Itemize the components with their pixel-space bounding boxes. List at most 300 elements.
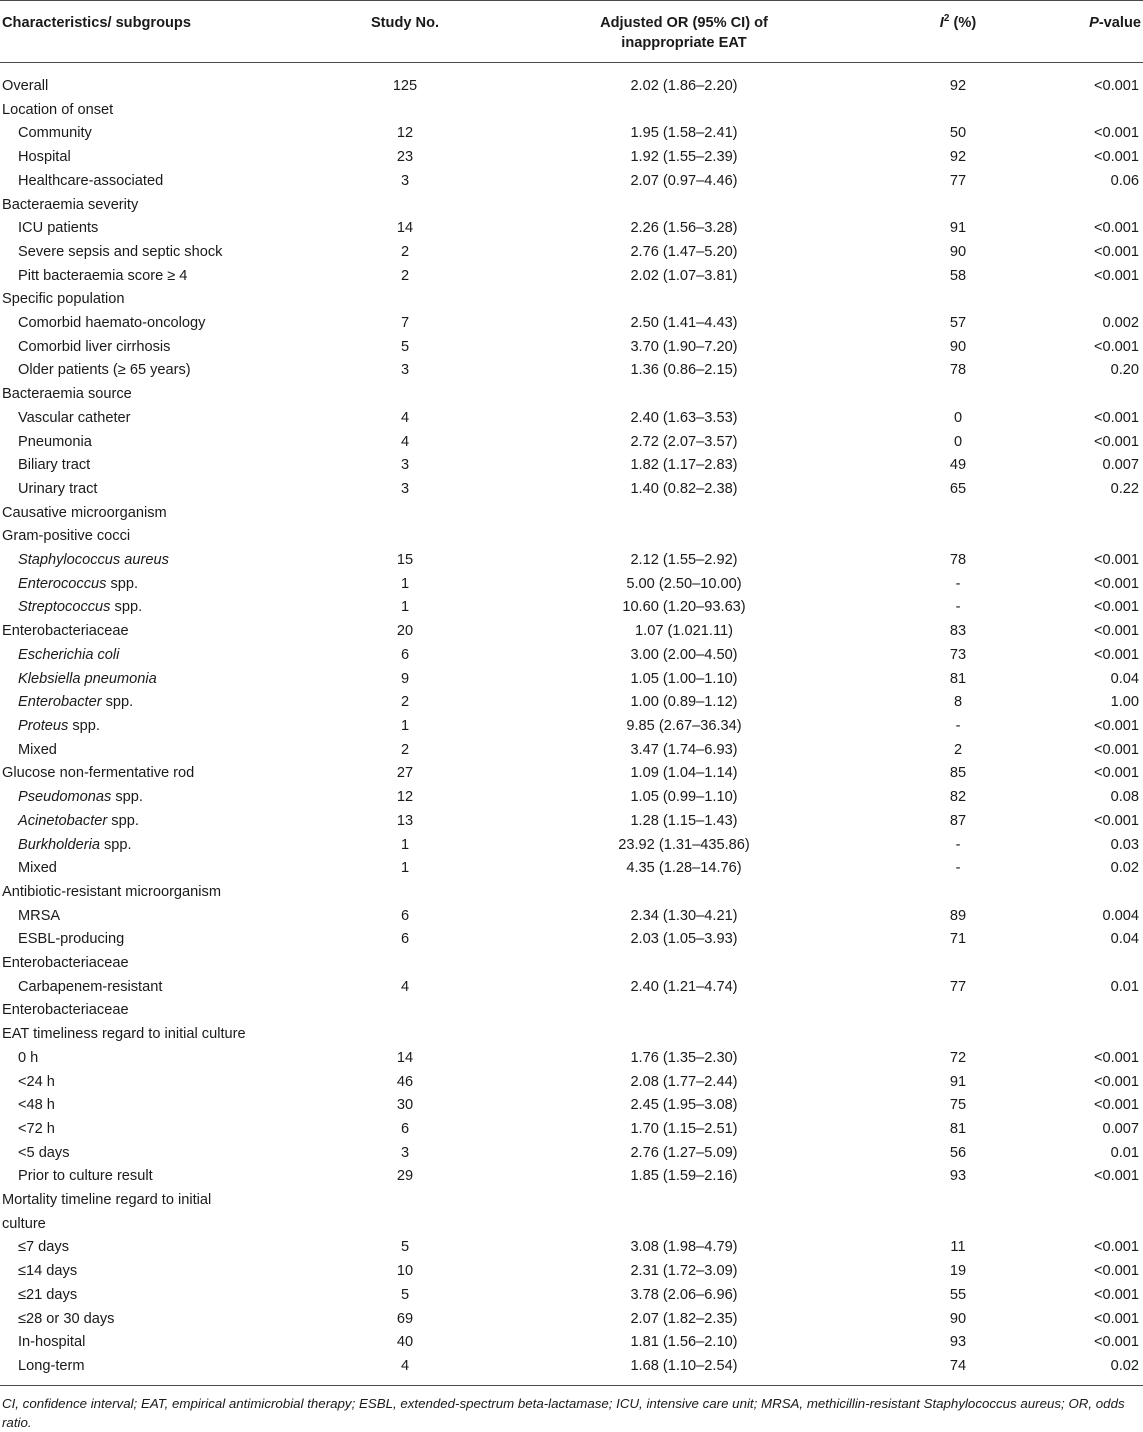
- organism-name: Proteus: [18, 717, 69, 734]
- table-row: [0, 786, 1143, 810]
- cell-adjusted-or: [475, 525, 893, 549]
- table-row: [0, 454, 1143, 478]
- cell-i2: 56: [949, 1144, 967, 1161]
- cell-characteristic: Gram-positive cocci: [2, 528, 131, 545]
- cell-study-no: [335, 999, 475, 1023]
- cell-characteristic: ICU patients: [18, 220, 99, 237]
- cell-adjusted-or: 2.02 (1.07–3.81): [630, 267, 738, 284]
- cell-study-no: [335, 1189, 475, 1213]
- cell-characteristic: [0, 810, 335, 834]
- cell-i2: 83: [949, 623, 967, 640]
- cell-study-no: 10: [396, 1263, 414, 1280]
- organism-name: Burkholderia: [18, 836, 100, 853]
- cell-adjusted-or: [475, 99, 893, 123]
- cell-p-value: <0.001: [1093, 717, 1139, 734]
- cell-characteristic: Glucose non-fermentative rod: [2, 765, 195, 782]
- cell-adjusted-or: 2.07 (1.82–2.35): [630, 1310, 738, 1327]
- table-row: [0, 525, 1143, 549]
- cell-i2: [893, 999, 1023, 1023]
- cell-adjusted-or: 2.76 (1.27–5.09): [630, 1144, 738, 1161]
- cell-i2: 91: [949, 220, 967, 237]
- cell-adjusted-or: 2.03 (1.05–3.93): [630, 931, 738, 948]
- header-i2-sup: 2: [943, 13, 950, 25]
- cell-p-value: 0.01: [1110, 1144, 1139, 1161]
- cell-characteristic: Pitt bacteraemia score ≥ 4: [18, 267, 188, 284]
- cell-i2: 72: [949, 1049, 967, 1066]
- table-row: [0, 359, 1143, 383]
- table-row: [0, 1236, 1143, 1260]
- cell-adjusted-or: [475, 1023, 893, 1047]
- cell-adjusted-or: 1.28 (1.15–1.43): [630, 812, 738, 829]
- cell-p-value: [1023, 525, 1143, 549]
- table-row: [0, 217, 1143, 241]
- cell-adjusted-or: 9.85 (2.67–36.34): [626, 717, 742, 734]
- cell-p-value: 0.08: [1110, 789, 1139, 806]
- table-row: [0, 1165, 1143, 1189]
- cell-study-no: 12: [396, 125, 414, 142]
- cell-p-value: [1023, 952, 1143, 976]
- cell-study-no: 4: [400, 1357, 410, 1374]
- cell-study-no: 29: [396, 1168, 414, 1185]
- cell-adjusted-or: 1.09 (1.04–1.14): [630, 765, 738, 782]
- table-row: [0, 431, 1143, 455]
- cell-characteristic: Enterobacteriaceae: [2, 1002, 129, 1019]
- table-row: [0, 1189, 1143, 1213]
- cell-p-value: [1023, 99, 1143, 123]
- cell-study-no: 13: [396, 812, 414, 829]
- cell-study-no: 3: [400, 1144, 410, 1161]
- cell-i2: 50: [949, 125, 967, 142]
- table-row: [0, 596, 1143, 620]
- cell-p-value: [1023, 881, 1143, 905]
- cell-characteristic: Enterobacteriaceae: [2, 623, 129, 640]
- cell-study-no: 27: [396, 765, 414, 782]
- cell-study-no: 5: [400, 1239, 410, 1256]
- table-row: [0, 1355, 1143, 1385]
- cell-p-value: 0.02: [1110, 860, 1139, 877]
- cell-characteristic: Enterobacteriaceae: [2, 955, 129, 972]
- cell-characteristic: ≤7 days: [18, 1239, 70, 1256]
- cell-adjusted-or: 2.02 (1.86–2.20): [630, 78, 738, 94]
- cell-adjusted-or: 2.50 (1.41–4.43): [630, 315, 738, 332]
- cell-i2: 65: [949, 480, 967, 497]
- cell-characteristic: Comorbid haemato-oncology: [18, 315, 206, 332]
- header-characteristics: Characteristics/ subgroups: [2, 15, 191, 31]
- cell-characteristic: Carbapenem-resistant: [18, 978, 163, 995]
- cell-i2: 78: [949, 362, 967, 379]
- organism-name: Escherichia coli: [18, 646, 120, 663]
- cell-study-no: 4: [400, 409, 410, 426]
- table-row: [0, 1094, 1143, 1118]
- cell-study-no: 2: [400, 243, 410, 260]
- table-row: [0, 122, 1143, 146]
- header-i2-letter: I: [939, 15, 944, 31]
- cell-adjusted-or: 3.70 (1.90–7.20): [630, 338, 738, 355]
- cell-adjusted-or: 2.40 (1.63–3.53): [630, 409, 738, 426]
- cell-adjusted-or: 2.76 (1.47–5.20): [630, 243, 738, 260]
- cell-i2: 81: [949, 1120, 967, 1137]
- cell-characteristic: Location of onset: [2, 101, 114, 118]
- table-row: [0, 194, 1143, 218]
- cell-p-value: <0.001: [1093, 149, 1139, 166]
- table-row: [0, 1331, 1143, 1355]
- cell-i2: [893, 525, 1023, 549]
- cell-characteristic: Bacteraemia source: [2, 386, 132, 403]
- cell-i2: 93: [949, 1168, 967, 1185]
- cell-characteristic: ≤21 days: [18, 1286, 78, 1303]
- cell-adjusted-or: 1.05 (0.99–1.10): [630, 789, 738, 806]
- cell-p-value: <0.001: [1093, 433, 1139, 450]
- table-row: [0, 1047, 1143, 1071]
- cell-adjusted-or: 10.60 (1.20–93.63): [622, 599, 746, 616]
- cell-p-value: <0.001: [1093, 1097, 1139, 1114]
- organism-name: Acinetobacter: [18, 812, 108, 829]
- cell-study-no: 2: [400, 694, 410, 711]
- cell-study-no: [335, 194, 475, 218]
- cell-characteristic: Hospital: [18, 149, 71, 166]
- table-row: [0, 1213, 1143, 1237]
- cell-p-value: [1023, 1023, 1143, 1047]
- cell-i2: 0: [953, 433, 963, 450]
- cell-i2: 8: [953, 694, 963, 711]
- cell-study-no: [335, 383, 475, 407]
- header-p-value: [1023, 1, 1143, 63]
- cell-i2: 82: [949, 789, 967, 806]
- cell-p-value: [1023, 383, 1143, 407]
- organism-suffix: spp.: [107, 812, 139, 829]
- cell-p-value: <0.001: [1093, 1334, 1139, 1351]
- cell-adjusted-or: 1.95 (1.58–2.41): [630, 125, 738, 142]
- cell-study-no: 23: [396, 149, 414, 166]
- cell-study-no: [335, 525, 475, 549]
- cell-characteristic: Biliary tract: [18, 457, 91, 474]
- cell-i2: [893, 99, 1023, 123]
- cell-characteristic: Mortality timeline regard to initial: [2, 1192, 212, 1209]
- cell-study-no: 1: [400, 599, 410, 616]
- cell-adjusted-or: 2.72 (2.07–3.57): [630, 433, 738, 450]
- cell-p-value: [1023, 288, 1143, 312]
- table-body: [0, 63, 1143, 1386]
- cell-study-no: [335, 881, 475, 905]
- cell-p-value: <0.001: [1093, 338, 1139, 355]
- cell-adjusted-or: 2.40 (1.21–4.74): [630, 978, 738, 995]
- cell-study-no: 125: [392, 78, 418, 94]
- cell-p-value: <0.001: [1093, 1049, 1139, 1066]
- cell-i2: 90: [949, 338, 967, 355]
- cell-i2: -: [955, 860, 961, 877]
- cell-i2: 58: [949, 267, 967, 284]
- table-row: [0, 905, 1143, 929]
- cell-study-no: 6: [400, 931, 410, 948]
- cell-adjusted-or: [475, 194, 893, 218]
- organism-suffix: spp.: [110, 599, 143, 616]
- cell-characteristic: <5 days: [18, 1144, 70, 1161]
- cell-i2: 81: [949, 670, 967, 687]
- cell-characteristic: culture: [2, 1215, 46, 1232]
- cell-p-value: 0.20: [1110, 362, 1139, 379]
- cell-characteristic: Urinary tract: [18, 480, 98, 497]
- cell-characteristic: Bacteraemia severity: [2, 196, 139, 213]
- cell-adjusted-or: 2.34 (1.30–4.21): [630, 907, 738, 924]
- cell-study-no: 5: [400, 1286, 410, 1303]
- cell-i2: 77: [949, 978, 967, 995]
- table-row: [0, 63, 1143, 99]
- table-row: [0, 170, 1143, 194]
- cell-i2: 73: [949, 646, 967, 663]
- header-adjusted-or-line2: inappropriate EAT: [621, 35, 747, 51]
- cell-p-value: <0.001: [1093, 78, 1139, 94]
- cell-study-no: 40: [396, 1334, 414, 1351]
- cell-adjusted-or: 1.76 (1.35–2.30): [630, 1049, 738, 1066]
- cell-adjusted-or: 5.00 (2.50–10.00): [626, 575, 742, 592]
- table-row: [0, 383, 1143, 407]
- cell-i2: 87: [949, 812, 967, 829]
- table-row: [0, 288, 1143, 312]
- cell-characteristic: ≤28 or 30 days: [18, 1310, 115, 1327]
- organism-suffix: spp.: [106, 575, 139, 592]
- cell-i2: 75: [949, 1097, 967, 1114]
- cell-i2: 19: [949, 1263, 967, 1280]
- cell-i2: 90: [949, 243, 967, 260]
- cell-p-value: <0.001: [1093, 1263, 1139, 1280]
- cell-adjusted-or: 3.47 (1.74–6.93): [630, 741, 738, 758]
- cell-study-no: 3: [400, 172, 410, 189]
- cell-characteristic: [0, 668, 335, 692]
- cell-characteristic: Causative microorganism: [2, 504, 167, 521]
- cell-characteristic: [0, 573, 335, 597]
- cell-i2: -: [955, 836, 961, 853]
- cell-study-no: 6: [400, 907, 410, 924]
- table-row: [0, 1118, 1143, 1142]
- cell-characteristic: [0, 596, 335, 620]
- cell-characteristic: <24 h: [18, 1073, 55, 1090]
- table-row: [0, 952, 1143, 976]
- cell-adjusted-or: [475, 1213, 893, 1237]
- table-row: [0, 739, 1143, 763]
- table-header: [0, 1, 1143, 63]
- table-row: [0, 928, 1143, 952]
- cell-study-no: 6: [400, 646, 410, 663]
- header-row: [0, 1, 1143, 63]
- cell-p-value: <0.001: [1093, 267, 1139, 284]
- cell-characteristic: Vascular catheter: [18, 409, 131, 426]
- cell-p-value: <0.001: [1093, 1239, 1139, 1256]
- cell-characteristic: EAT timeliness regard to initial culture: [2, 1026, 246, 1043]
- cell-study-no: 1: [400, 717, 410, 734]
- cell-characteristic: Mixed: [18, 741, 57, 758]
- cell-characteristic: [0, 691, 335, 715]
- cell-characteristic: [0, 715, 335, 739]
- cell-i2: [893, 952, 1023, 976]
- cell-study-no: 69: [396, 1310, 414, 1327]
- cell-adjusted-or: 2.07 (0.97–4.46): [630, 172, 738, 189]
- table-row: [0, 1284, 1143, 1308]
- cell-adjusted-or: [475, 952, 893, 976]
- cell-i2: 77: [949, 172, 967, 189]
- cell-i2: 85: [949, 765, 967, 782]
- cell-i2: 90: [949, 1310, 967, 1327]
- cell-characteristic: Severe sepsis and septic shock: [18, 243, 223, 260]
- organism-suffix: spp.: [111, 789, 143, 806]
- cell-characteristic: Community: [18, 125, 92, 142]
- organism-name: Klebsiella pneumonia: [18, 670, 157, 687]
- table-row: [0, 715, 1143, 739]
- cell-characteristic: Overall: [2, 78, 49, 94]
- cell-characteristic: Antibiotic-resistant microorganism: [2, 883, 221, 900]
- cell-p-value: <0.001: [1093, 1168, 1139, 1185]
- cell-adjusted-or: [475, 1189, 893, 1213]
- cell-i2: -: [955, 717, 961, 734]
- cell-characteristic: Pneumonia: [18, 433, 92, 450]
- cell-p-value: 0.02: [1110, 1357, 1139, 1374]
- cell-p-value: 0.22: [1110, 480, 1139, 497]
- cell-p-value: 0.03: [1110, 836, 1139, 853]
- cell-adjusted-or: 1.40 (0.82–2.38): [630, 480, 738, 497]
- cell-i2: 93: [949, 1334, 967, 1351]
- header-adjusted-or: [475, 1, 893, 63]
- cell-characteristic: ≤14 days: [18, 1263, 78, 1280]
- cell-i2: 92: [949, 78, 967, 94]
- cell-p-value: [1023, 502, 1143, 526]
- cell-p-value: <0.001: [1093, 1073, 1139, 1090]
- header-adjusted-or-line1: Adjusted OR (95% CI) of: [600, 15, 768, 31]
- table-row: [0, 857, 1143, 881]
- table-row: [0, 478, 1143, 502]
- cell-adjusted-or: 1.92 (1.55–2.39): [630, 149, 738, 166]
- cell-adjusted-or: [475, 288, 893, 312]
- cell-i2: [893, 1023, 1023, 1047]
- cell-p-value: <0.001: [1093, 646, 1139, 663]
- cell-p-value: <0.001: [1093, 243, 1139, 260]
- cell-p-value: 0.01: [1110, 978, 1139, 995]
- table-row: [0, 1142, 1143, 1166]
- table-row: [0, 881, 1143, 905]
- cell-study-no: 5: [400, 338, 410, 355]
- table-row: [0, 620, 1143, 644]
- cell-i2: -: [955, 599, 961, 616]
- table-row: [0, 999, 1143, 1023]
- cell-study-no: 14: [396, 1049, 414, 1066]
- cell-i2: 49: [949, 457, 967, 474]
- organism-suffix: spp.: [68, 717, 100, 734]
- cell-study-no: [335, 1213, 475, 1237]
- cell-i2: [893, 1189, 1023, 1213]
- cell-i2: 74: [949, 1357, 967, 1374]
- cell-p-value: <0.001: [1093, 741, 1139, 758]
- table-row: [0, 1023, 1143, 1047]
- cell-characteristic: <72 h: [18, 1120, 55, 1137]
- cell-p-value: <0.001: [1093, 765, 1139, 782]
- cell-p-value: <0.001: [1093, 812, 1139, 829]
- cell-characteristic: 0 h: [18, 1049, 39, 1066]
- cell-p-value: <0.001: [1093, 552, 1139, 569]
- cell-characteristic: Specific population: [2, 291, 125, 308]
- table-row: [0, 407, 1143, 431]
- cell-study-no: [335, 1023, 475, 1047]
- cell-i2: [893, 502, 1023, 526]
- cell-adjusted-or: 3.08 (1.98–4.79): [630, 1239, 738, 1256]
- cell-study-no: 30: [396, 1097, 414, 1114]
- cell-p-value: <0.001: [1093, 599, 1139, 616]
- cell-characteristic: In-hospital: [18, 1334, 86, 1351]
- cell-study-no: 12: [396, 789, 414, 806]
- cell-adjusted-or: 4.35 (1.28–14.76): [626, 860, 742, 877]
- cell-p-value: [1023, 1189, 1143, 1213]
- table-row: [0, 762, 1143, 786]
- cell-study-no: 2: [400, 741, 410, 758]
- cell-characteristic: MRSA: [18, 907, 61, 924]
- cell-study-no: 3: [400, 457, 410, 474]
- cell-study-no: 3: [400, 480, 410, 497]
- cell-p-value: <0.001: [1093, 575, 1139, 592]
- cell-characteristic: <48 h: [18, 1097, 55, 1114]
- cell-study-no: 7: [400, 315, 410, 332]
- cell-study-no: [335, 99, 475, 123]
- cell-adjusted-or: 2.08 (1.77–2.44): [630, 1073, 738, 1090]
- cell-adjusted-or: 1.36 (0.86–2.15): [630, 362, 738, 379]
- table-row: [0, 644, 1143, 668]
- table-row: [0, 573, 1143, 597]
- cell-i2: 89: [949, 907, 967, 924]
- cell-adjusted-or: 1.85 (1.59–2.16): [630, 1168, 738, 1185]
- table-row: [0, 691, 1143, 715]
- cell-adjusted-or: 2.45 (1.95–3.08): [630, 1097, 738, 1114]
- cell-characteristic: Comorbid liver cirrhosis: [18, 338, 171, 355]
- cell-adjusted-or: [475, 881, 893, 905]
- cell-adjusted-or: 1.05 (1.00–1.10): [630, 670, 738, 687]
- table-row: [0, 1071, 1143, 1095]
- cell-i2: [893, 1213, 1023, 1237]
- cell-study-no: 46: [396, 1073, 414, 1090]
- cell-p-value: 0.002: [1102, 315, 1139, 332]
- cell-study-no: 1: [400, 575, 410, 592]
- cell-adjusted-or: 1.70 (1.15–2.51): [630, 1120, 738, 1137]
- table-row: [0, 99, 1143, 123]
- cell-adjusted-or: [475, 502, 893, 526]
- cell-i2: 11: [950, 1239, 966, 1256]
- header-i2-suffix: (%): [949, 15, 977, 31]
- table-row: [0, 146, 1143, 170]
- cell-study-no: 20: [396, 623, 414, 640]
- table-row: [0, 502, 1143, 526]
- cell-adjusted-or: 2.12 (1.55–2.92): [630, 552, 738, 569]
- table-row: [0, 810, 1143, 834]
- cell-i2: 92: [949, 149, 967, 166]
- cell-p-value: <0.001: [1093, 623, 1139, 640]
- cell-i2: 0: [953, 409, 963, 426]
- cell-p-value: 0.007: [1102, 457, 1139, 474]
- table-row: [0, 265, 1143, 289]
- cell-adjusted-or: 3.00 (2.00–4.50): [630, 646, 738, 663]
- cell-p-value: 0.04: [1110, 931, 1139, 948]
- cell-i2: -: [955, 575, 961, 592]
- table-row: [0, 241, 1143, 265]
- cell-p-value: 0.06: [1110, 172, 1139, 189]
- cell-study-no: 14: [396, 220, 414, 237]
- cell-adjusted-or: 23.92 (1.31–435.86): [618, 836, 750, 853]
- cell-adjusted-or: [475, 999, 893, 1023]
- cell-characteristic: ESBL-producing: [18, 931, 125, 948]
- cell-characteristic: Older patients (≥ 65 years): [18, 362, 191, 379]
- cell-p-value: <0.001: [1093, 125, 1139, 142]
- cell-study-no: [335, 288, 475, 312]
- cell-adjusted-or: 1.82 (1.17–2.83): [630, 457, 738, 474]
- cell-study-no: 3: [400, 362, 410, 379]
- cell-study-no: 4: [400, 978, 410, 995]
- table-row: [0, 668, 1143, 692]
- cell-study-no: 1: [400, 860, 410, 877]
- cell-p-value: <0.001: [1093, 1286, 1139, 1303]
